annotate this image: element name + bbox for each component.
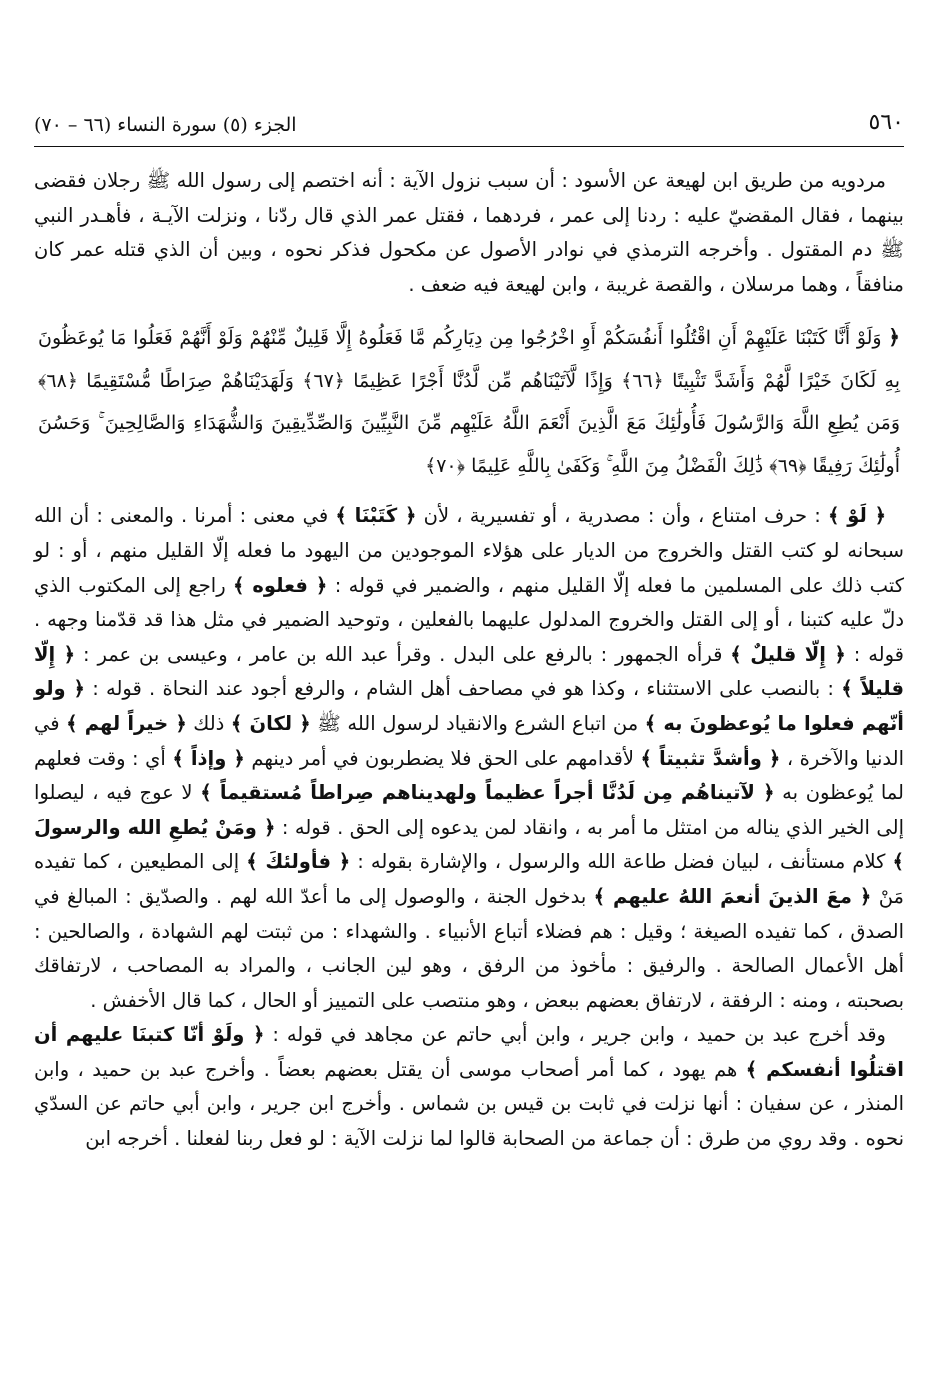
commentary-text: لأقدامهم على الحق فلا يضطربون في أمر دينهم xyxy=(244,746,641,770)
quoted-term: ﴿ وأشدَّ تثبيتاً ﴾ xyxy=(640,746,781,770)
quoted-term: ﴿ ولَوْ أنّا كتبنَا عليهم أن اقتلُوا أنفسكم ﴾ xyxy=(34,1023,904,1081)
quoted-term: ﴿ ومَنْ يُطعِ الله والرسولَ ﴾ xyxy=(34,815,904,874)
quoted-term: ﴿ إِلّا قليلٌ ﴾ xyxy=(730,642,846,666)
commentary-text: من اتباع الشرع والانقياد لرسول الله ﷺ xyxy=(310,711,645,735)
narration-paragraph xyxy=(34,1018,904,1156)
commentary-text: أي : وقت فعلهم لما يُوعظون به xyxy=(34,746,905,805)
verse-open-bracket: ﴿ xyxy=(888,325,901,350)
quoted-term: ﴿ إِلّا قليلاً ﴾ xyxy=(34,642,904,701)
page-body xyxy=(34,150,904,1157)
quoted-term: ﴿ وإذاً ﴾ xyxy=(172,746,245,770)
commentary-text: قرأه الجمهور : بالرفع على البدل . وقرأ عبد الله بن عامر ، وعيسى بن عمر : xyxy=(75,642,731,666)
commentary-text: إلى المطيعين ، كما تفيده مَنْ xyxy=(34,850,904,908)
verse-text: وَلَوْ أَنَّا كَتَبْنَا عَلَيْهِمْ أَنِ اقْتُلُوا أَنفُسَكُمْ أَوِ اخْرُجُوا مِن دِيَارِكُم مَّا فَعَلُوهُ إِلَّا قَلِيلٌ مِّنْهُمْ وَلَوْ أَنَّهُمْ فَعَلُوا مَا يُوعَظُونَ بِهِ لَكَانَ خَيْرًا لَّهُمْ وَأَشَدَّ تَثْبِيتًا ﴿٦٦﴾ وَإِذًا لَّآتَيْنَاهُم مِّن لَّدُنَّا أَجْرًا عَظِيمًا ﴿٦٧﴾ وَلَهَدَيْنَاهُمْ صِرَاطًا مُّسْتَقِيمًا ﴿٦٨﴾ وَمَن يُطِعِ اللَّهَ وَالرَّسُولَ فَأُولَٰئِكَ مَعَ الَّذِينَ أَنْعَمَ اللَّهُ عَلَيْهِم مِّنَ النَّبِيِّينَ وَالصِّدِّيقِينَ وَالشُّهَدَاءِ وَالصَّالِحِينَ ۚ وَحَسُنَ أُولَٰئِكَ رَفِيقًا ﴿٦٩﴾ ذَٰلِكَ الْفَضْلُ مِنَ اللَّهِ ۚ وَكَفَىٰ بِاللَّهِ عَلِيمًا ﴿٧٠﴾ xyxy=(38,327,900,477)
quoted-term: ﴿ فعلوه ﴾ xyxy=(233,573,328,597)
commentary-text: في الدنيا والآخرة ، xyxy=(34,711,904,770)
commentary-text: راجع إلى المكتوب الذي دلّ عليه كتبنا ، أو إلى القتل والخروج المدلول عليهما بالفعلين ، وتوحيد الضمير في مثل هذا قد قدّمنا وجهه . قوله : xyxy=(34,573,904,666)
page-number: ٥٦٠ xyxy=(868,110,904,135)
quoted-term: ﴿ معَ الذينَ أنعمَ اللهُ عليهم ﴾ xyxy=(593,884,872,908)
intro-paragraph: مردويه من طريق ابن لهيعة عن الأسود : أن سبب نزول الآية : أنه اختصم إلى رسول الله ﷺ رجلان فقضى بينهما ، فقال المقضيّ عليه : ردنا إلى عمر ، فردهما ، فقتل عمر الذي قال ردّنا ، ونزلت الآيـة ، فأهـدر النبي ﷺ دم المقتول . وأخرجه الترمذي في نوادر الأصول عن مكحول فذكر نحوه ، وبين أن الذي قتله عمر كان منافقاً ، وهما مرسلان ، والقصة غريبة ، وابن لهيعة فيه ضعف . xyxy=(34,169,904,296)
quran-verse-block xyxy=(38,316,900,487)
narration-text: وقد أخرج عبد بن حميد ، وابن جرير ، وابن أبي حاتم عن مجاهد في قوله : xyxy=(264,1023,886,1047)
commentary-text: لا عوج فيه ، ليصلوا إلى الخير الذي يناله من امتثل ما أمر به ، وانقاد لمن يدعوه إلى الحق . قوله : xyxy=(34,781,904,839)
quoted-term: ﴿ لكانَ ﴾ xyxy=(230,711,311,735)
quoted-term: ﴿ لآتيناهُم مِن لَدُنَّا أجراً عظيماً ولهديناهم صِراطاً مُستقيماً ﴾ xyxy=(200,781,775,805)
commentary-text: في معنى : أمرنا . والمعنى : أن الله سبحانه لو كتب القتل والخروج من الديار على هؤلاء الموجودين من اليهود ما فعله إلّا القليل منهم ، أو : لو كتب ذلك على المسلمين ما فعله إلّا القليل منهم ، والضمير في قوله : xyxy=(34,504,904,597)
page-header xyxy=(34,110,904,144)
quoted-term: ﴿ ولو أنّهم فعلوا ما يُوعظونَ به ﴾ xyxy=(34,677,904,735)
commentary-text: : حرف امتناع ، وأن : مصدرية ، أو تفسيرية ، لأن xyxy=(416,504,828,528)
quoted-term: ﴿ فأولئكَ ﴾ xyxy=(246,850,351,874)
commentary-paragraph xyxy=(34,499,904,1018)
running-title: الجزء (٥) سورة النساء (٦٦ – ٧٠) xyxy=(34,114,297,136)
commentary-text: بدخول الجنة ، والوصول إلى ما أعدّ الله لهم . والصدّيق : المبالغ في الصدق ، كما تفيده الصيغة ؛ وقيل : هم فضلاء أتباع الأنبياء . والشهداء : من ثبتت لهم الشهادة ، والصالحين : أهل الأعمال الصالحة . والرفيق : مأخوذ من الرفق ، وهو لين الجانب ، والمراد به المصاحب ، لارتفاقك بصحبته ، ومنه : الرفقة ، لارتفاق بعضهم ببعض ، وهو منتصب على التمييز أو الحال ، كما قال الأخفش . xyxy=(34,884,904,1012)
quoted-term: ﴿ كَتَبْنَا ﴾ xyxy=(335,504,417,528)
quoted-term: ﴿ لَوْ ﴾ xyxy=(828,504,887,528)
commentary-text: ذلك xyxy=(186,711,231,735)
header-rule xyxy=(34,146,904,147)
commentary-text: : بالنصب على الاستثناء ، وكذا هو في مصاحف أهل الشام ، والرفع أجود عند النحاة . قوله : xyxy=(84,677,842,701)
quoted-term: ﴿ خيراً لهم ﴾ xyxy=(66,711,187,735)
commentary-text: كلام مستأنف ، لبيان فضل طاعة الله والرسول ، والإشارة بقوله : xyxy=(350,850,893,874)
narration-text: هم يهود ، كما أمر أصحاب موسى أن يقتل بعضهم بعضاً . وأخرج عبد بن حميد ، وابن المنذر ، عن سفيان : أنها نزلت في ثابت بن قيس بن شماس . وأخرج ابن جرير ، وابن أبي حاتم عن السدّي نحوه . وقد روي من طرق : أن جماعة من الصحابة قالوا لما نزلت الآية : لو فعل ربنا لفعلنا . أخرجه ابن xyxy=(34,1057,904,1151)
